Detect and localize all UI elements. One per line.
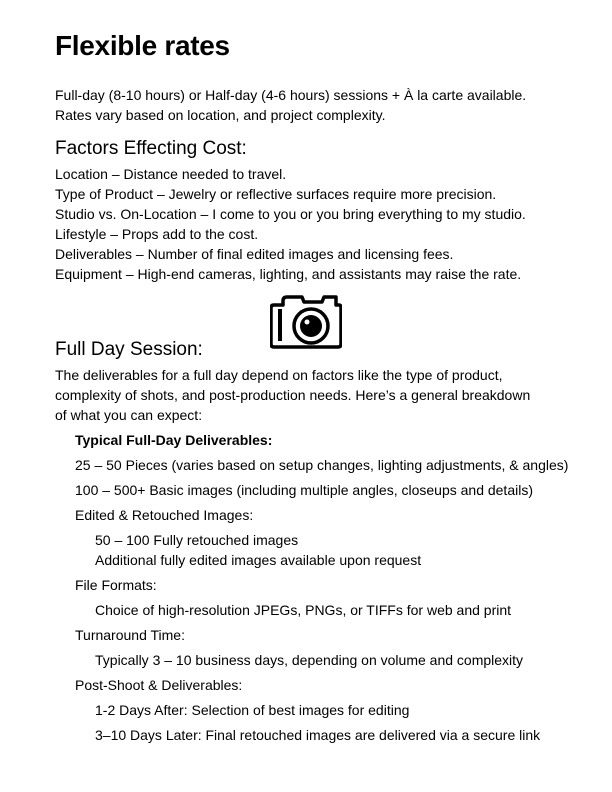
postshoot-item: 3–10 Days Later: Final retouched images are delivered via a secure link [95,727,541,743]
camera-icon [270,293,342,349]
deliverable-line: 25 – 50 Pieces (varies based on setup changes, lighting adjustments, & angles) [75,457,569,473]
postshoot-item: 1-2 Days After: Selection of best images for editing [95,702,410,718]
factor-item: Lifestyle – Props add to the cost. [55,226,259,242]
intro-line: Rates vary based on location, and project complexity. [55,107,386,123]
turnaround-heading: Turnaround Time: [75,627,185,643]
full-day-heading: Full Day Session: [55,339,203,360]
formats-heading: File Formats: [75,577,157,593]
intro-line: Full-day (8-10 hours) or Half-day (4-6 hours) sessions + À la carte available. [55,87,527,103]
full-day-description: complexity of shots, and post-production needs. Here’s a general breakdown [55,387,531,403]
deliverable-line: 100 – 500+ Basic images (including multiple angles, closeups and details) [75,482,533,498]
page-title: Flexible rates [55,30,230,61]
full-day-description: of what you can expect: [55,407,203,423]
edited-item: Additional fully edited images available upon request [95,552,422,568]
postshoot-heading: Post-Shoot & Deliverables: [75,677,243,693]
edited-heading: Edited & Retouched Images: [75,507,254,523]
factor-item: Location – Distance needed to travel. [55,166,287,182]
formats-item: Choice of high-resolution JPEGs, PNGs, or TIFFs for web and print [95,602,512,618]
edited-item: 50 – 100 Fully retouched images [95,532,299,548]
factors-heading: Factors Effecting Cost: [55,138,247,159]
factor-item: Equipment – High-end cameras, lighting, and assistants may raise the rate. [55,266,522,282]
full-day-description: The deliverables for a full day depend on factors like the type of product, [55,367,503,383]
deliverables-heading: Typical Full-Day Deliverables: [75,432,273,448]
factor-item: Deliverables – Number of final edited images and licensing fees. [55,246,454,262]
factor-item: Studio vs. On-Location – I come to you or you bring everything to my studio. [55,206,526,222]
factor-item: Type of Product – Jewelry or reflective surfaces require more precision. [55,186,497,202]
turnaround-item: Typically 3 – 10 business days, depending on volume and complexity [95,652,524,668]
